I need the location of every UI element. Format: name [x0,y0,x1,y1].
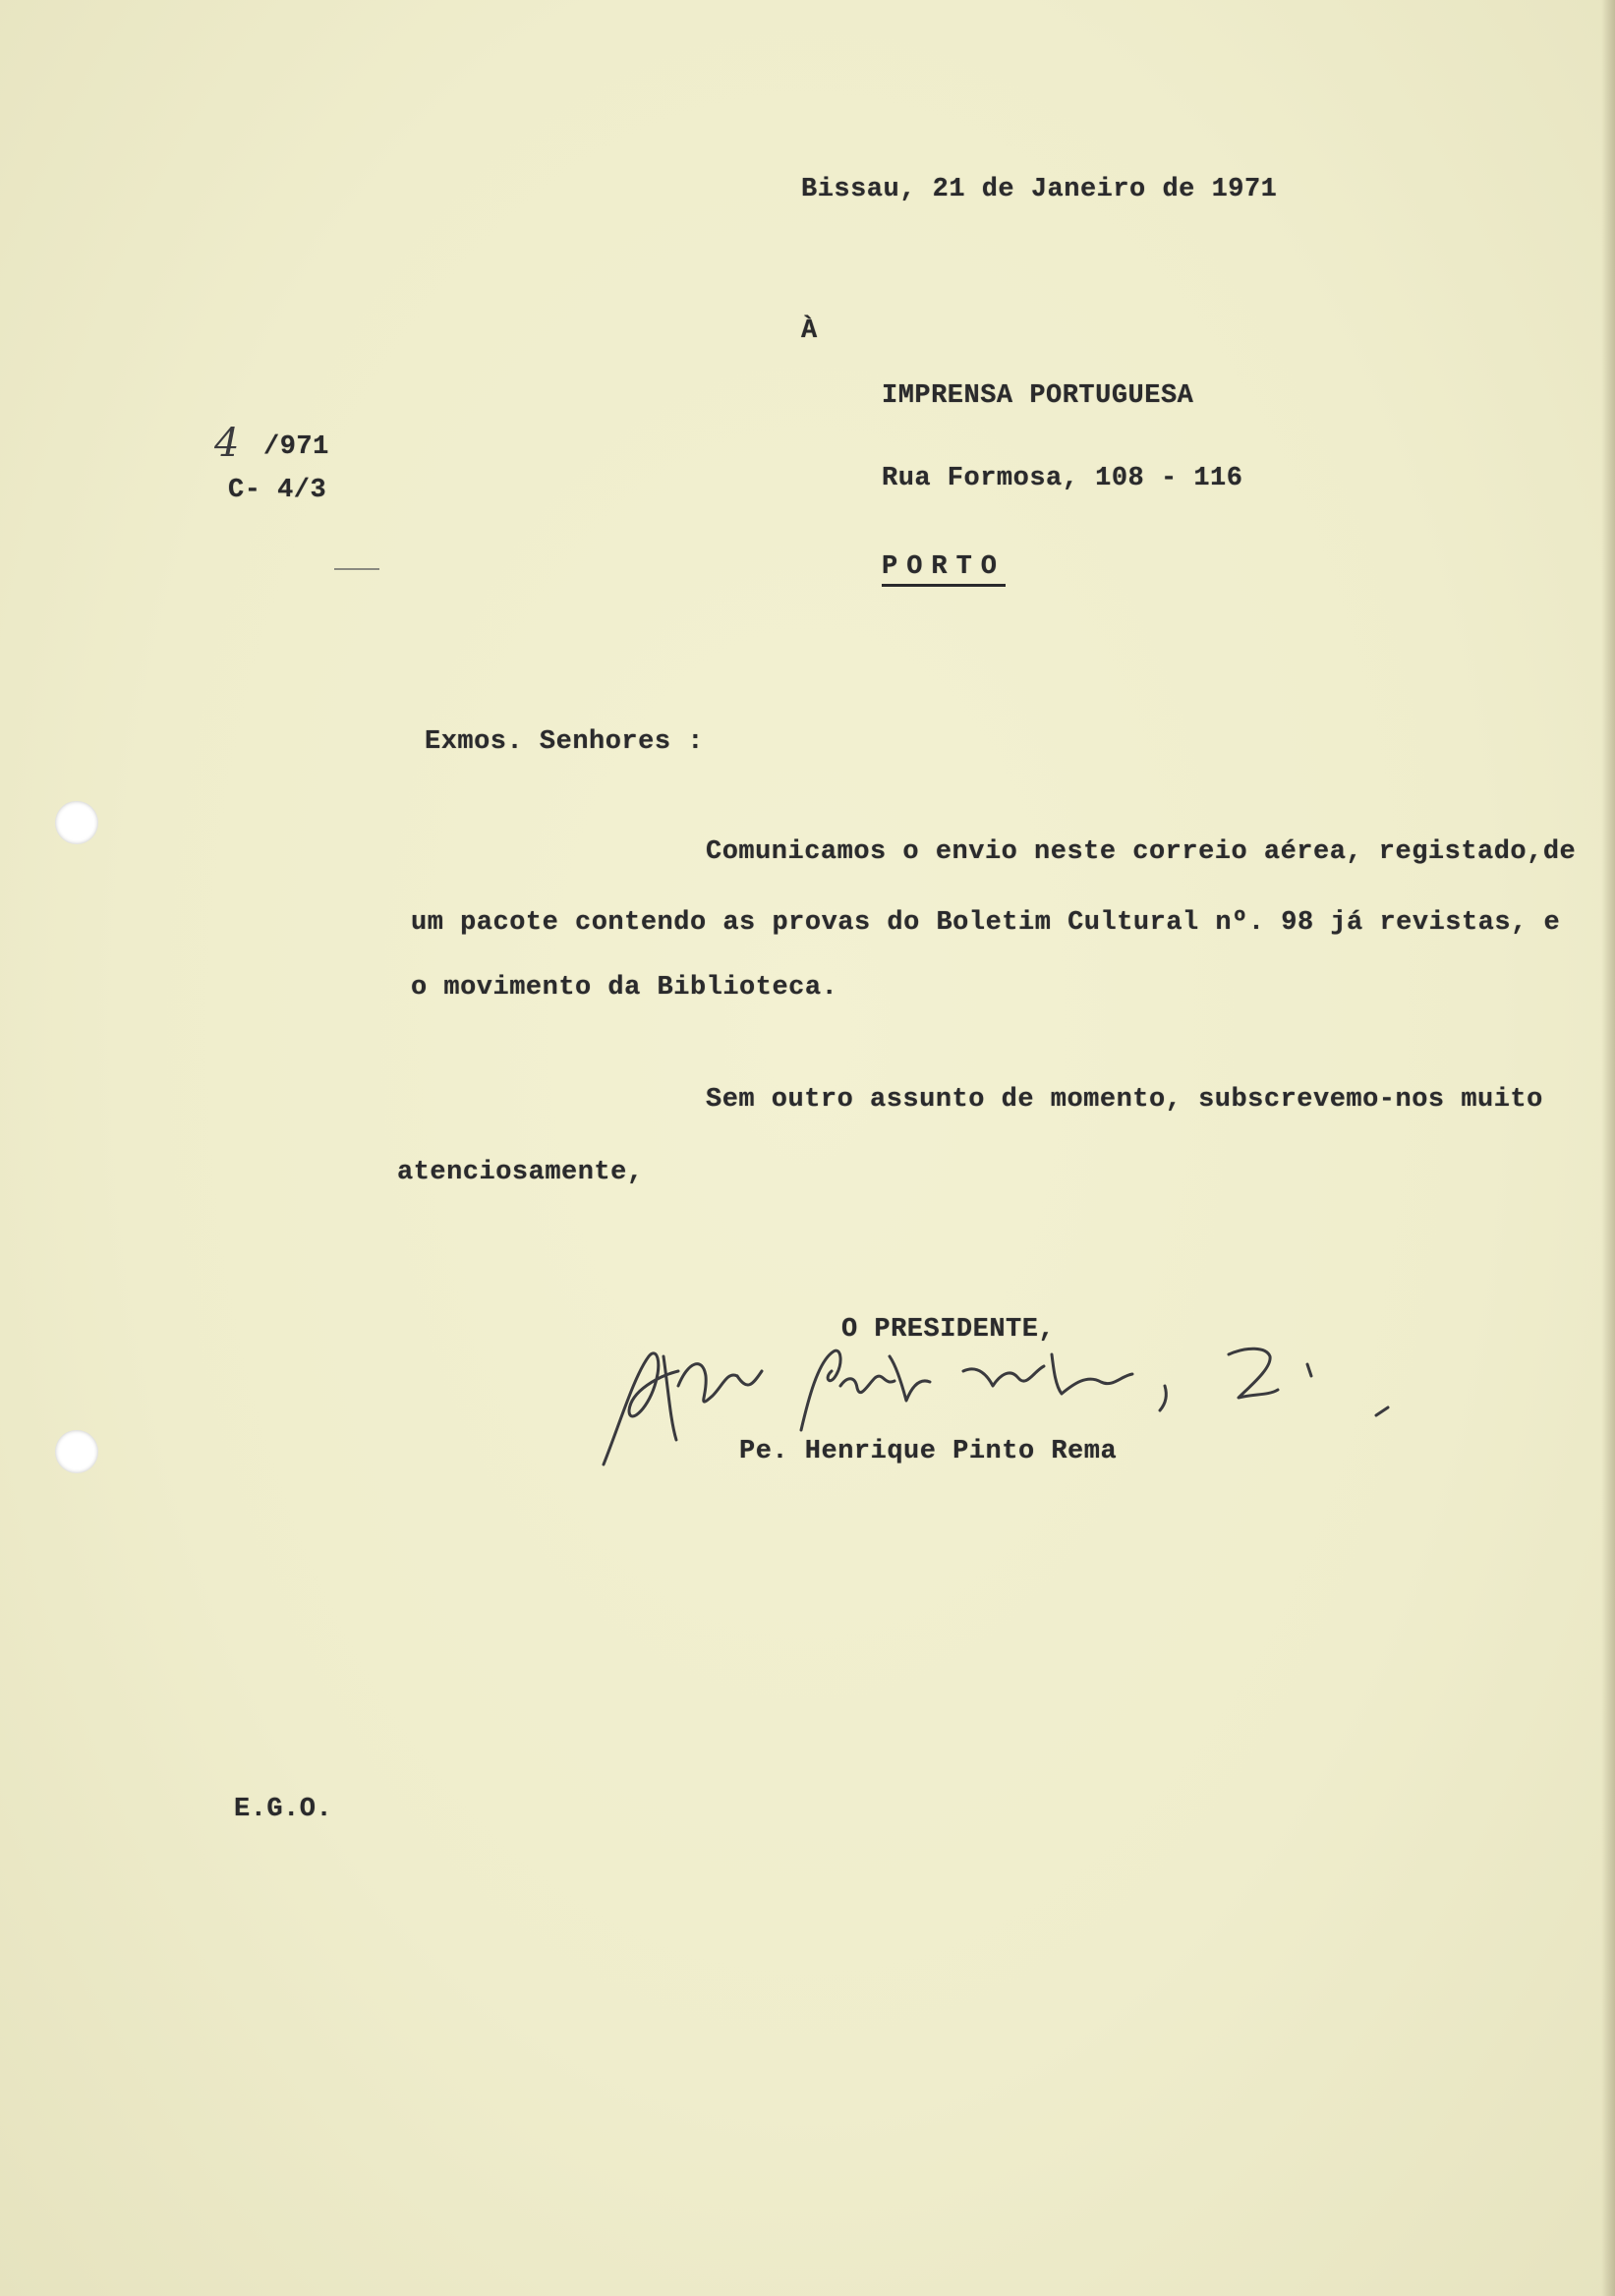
body-line-2: um pacote contendo as provas do Boletim Cultural nº. 98 já revistas, e [411,908,1561,938]
recipient-name: IMPRENSA PORTUGUESA [882,381,1194,411]
to-marker: À [801,316,818,346]
punch-hole-bottom [55,1430,98,1473]
recipient-street: Rua Formosa, 108 - 116 [882,464,1243,493]
body-line-1: Comunicamos o envio neste correio aérea, registado,de [706,837,1577,867]
reference-number-handwritten: 4 [214,421,240,466]
paper-edge-shadow [1601,0,1615,2296]
recipient-city: PORTO [882,552,1006,582]
salutation: Exmos. Senhores : [425,727,704,757]
margin-dash-mark [334,568,379,570]
body-line-3: o movimento da Biblioteca. [411,973,838,1003]
reference-code: C- 4/3 [228,476,327,505]
date-line: Bissau, 21 de Janeiro de 1971 [801,175,1278,204]
punch-hole-top [55,801,98,844]
closing-line-2: atenciosamente, [397,1158,644,1187]
reference-year: /971 [263,432,329,462]
closing-line-1: Sem outro assunto de momento, subscrevemo-nos muito [706,1085,1543,1115]
signatory-name: Pe. Henrique Pinto Rema [739,1437,1118,1466]
typist-initials: E.G.O. [234,1795,333,1824]
signature-title: O PRESIDENTE, [841,1315,1056,1345]
